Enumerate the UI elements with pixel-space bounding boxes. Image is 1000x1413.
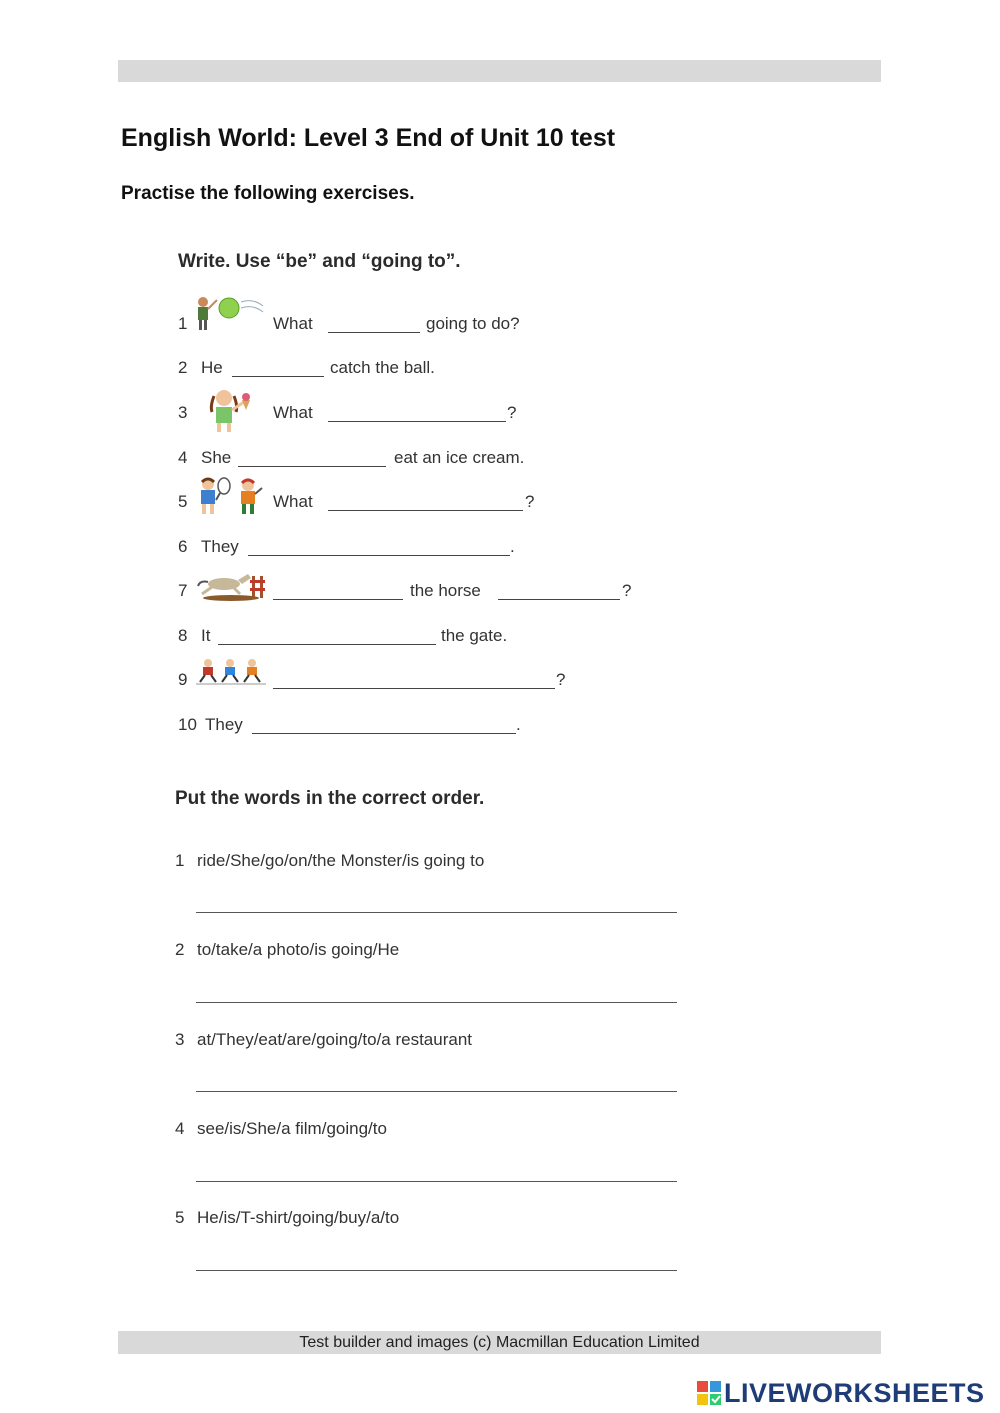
- item-text: eat an ice cream.: [394, 448, 525, 467]
- item-number: 4: [175, 1119, 185, 1138]
- item-number: 10: [178, 715, 197, 734]
- answer-line[interactable]: [196, 1181, 677, 1182]
- item-number: 1: [175, 851, 185, 870]
- item-text: It: [201, 626, 211, 645]
- item-number: 9: [178, 670, 188, 689]
- instruction-text: Practise the following exercises.: [121, 183, 415, 204]
- exercise2-item: [175, 1119, 387, 1139]
- exercise1-item: [178, 715, 521, 735]
- answer-blank[interactable]: [328, 421, 506, 422]
- exercise1-item: [178, 448, 525, 468]
- answer-blank[interactable]: [232, 376, 324, 377]
- exercise1-item: [178, 581, 632, 601]
- exercise1-item: [178, 626, 508, 646]
- item-text: catch the ball.: [330, 358, 435, 377]
- item-number: 3: [178, 403, 188, 422]
- exercise2-item: [175, 1030, 472, 1050]
- word-prompt: He/is/T-shirt/going/buy/a/to: [197, 1208, 400, 1227]
- item-text: .: [510, 537, 515, 556]
- item-text: What: [273, 314, 313, 333]
- answer-line[interactable]: [196, 1091, 677, 1092]
- item-number: 8: [178, 626, 188, 645]
- answer-blank[interactable]: [273, 599, 403, 600]
- exercise2-heading: Put the words in the correct order.: [175, 788, 485, 809]
- item-text: She: [201, 448, 232, 467]
- answer-line[interactable]: [196, 1002, 677, 1003]
- item-number: 4: [178, 448, 188, 467]
- exercise1-item: [178, 670, 566, 690]
- item-number: 3: [175, 1030, 185, 1049]
- exercise2-item: [175, 940, 399, 960]
- answer-blank[interactable]: [273, 688, 555, 689]
- item-text: What: [273, 492, 313, 511]
- word-prompt: to/take/a photo/is going/He: [197, 940, 400, 959]
- word-prompt: see/is/She/a film/going/to: [197, 1119, 387, 1138]
- item-number: 5: [175, 1208, 185, 1227]
- exercise1-heading: Write. Use “be” and “going to”.: [178, 251, 461, 272]
- item-text: They: [205, 715, 243, 734]
- word-prompt: at/They/eat/are/going/to/a restaurant: [197, 1030, 473, 1049]
- header-bar: [118, 60, 881, 82]
- exercise2-item: [175, 1208, 399, 1228]
- item-text: going to do?: [426, 314, 520, 333]
- item-number: 7: [178, 581, 188, 600]
- item-text: ?: [507, 403, 517, 422]
- item-text: They: [201, 537, 239, 556]
- footer-credit: Test builder and images (c) Macmillan Education Limited: [118, 1331, 881, 1354]
- item-number: 6: [178, 537, 188, 556]
- exercise1-item: [178, 537, 515, 557]
- liveworksheets-logo-icon: [697, 1381, 721, 1405]
- answer-blank[interactable]: [328, 510, 523, 511]
- answer-line[interactable]: [196, 1270, 677, 1271]
- answer-blank[interactable]: [248, 555, 510, 556]
- horse-jumping-gate-icon: [196, 570, 266, 602]
- exercise1-item: [178, 314, 520, 334]
- liveworksheets-logo[interactable]: [697, 1378, 985, 1408]
- item-number: 2: [178, 358, 188, 377]
- boy-throwing-ball-icon: [193, 294, 265, 332]
- item-text: He: [201, 358, 223, 377]
- exercise1-item: [178, 358, 435, 378]
- word-prompt: ride/She/go/on/the Monster/is going to: [197, 851, 485, 870]
- logo-text: LIVEWORKSHEETS: [724, 1377, 985, 1408]
- exercise1-item: [178, 492, 535, 512]
- answer-line[interactable]: [196, 912, 677, 913]
- item-text: the gate.: [441, 626, 508, 645]
- item-text: ?: [556, 670, 566, 689]
- item-number: 2: [175, 940, 185, 959]
- item-text: .: [516, 715, 521, 734]
- exercise2-item: [175, 851, 484, 871]
- exercise1-item: [178, 403, 517, 423]
- answer-blank[interactable]: [498, 599, 620, 600]
- children-playing-tennis-icon: [196, 476, 266, 516]
- answer-blank[interactable]: [238, 466, 386, 467]
- children-running-race-icon: [196, 658, 266, 686]
- item-text: the horse: [410, 581, 481, 600]
- item-text: What: [273, 403, 313, 422]
- girl-with-ice-cream-icon: [204, 386, 260, 434]
- item-number: 5: [178, 492, 188, 511]
- answer-blank[interactable]: [252, 733, 516, 734]
- answer-blank[interactable]: [218, 644, 436, 645]
- page-title: English World: Level 3 End of Unit 10 test: [121, 124, 616, 152]
- answer-blank[interactable]: [328, 332, 420, 333]
- item-number: 1: [178, 314, 188, 333]
- item-text: ?: [622, 581, 632, 600]
- item-text: ?: [525, 492, 535, 511]
